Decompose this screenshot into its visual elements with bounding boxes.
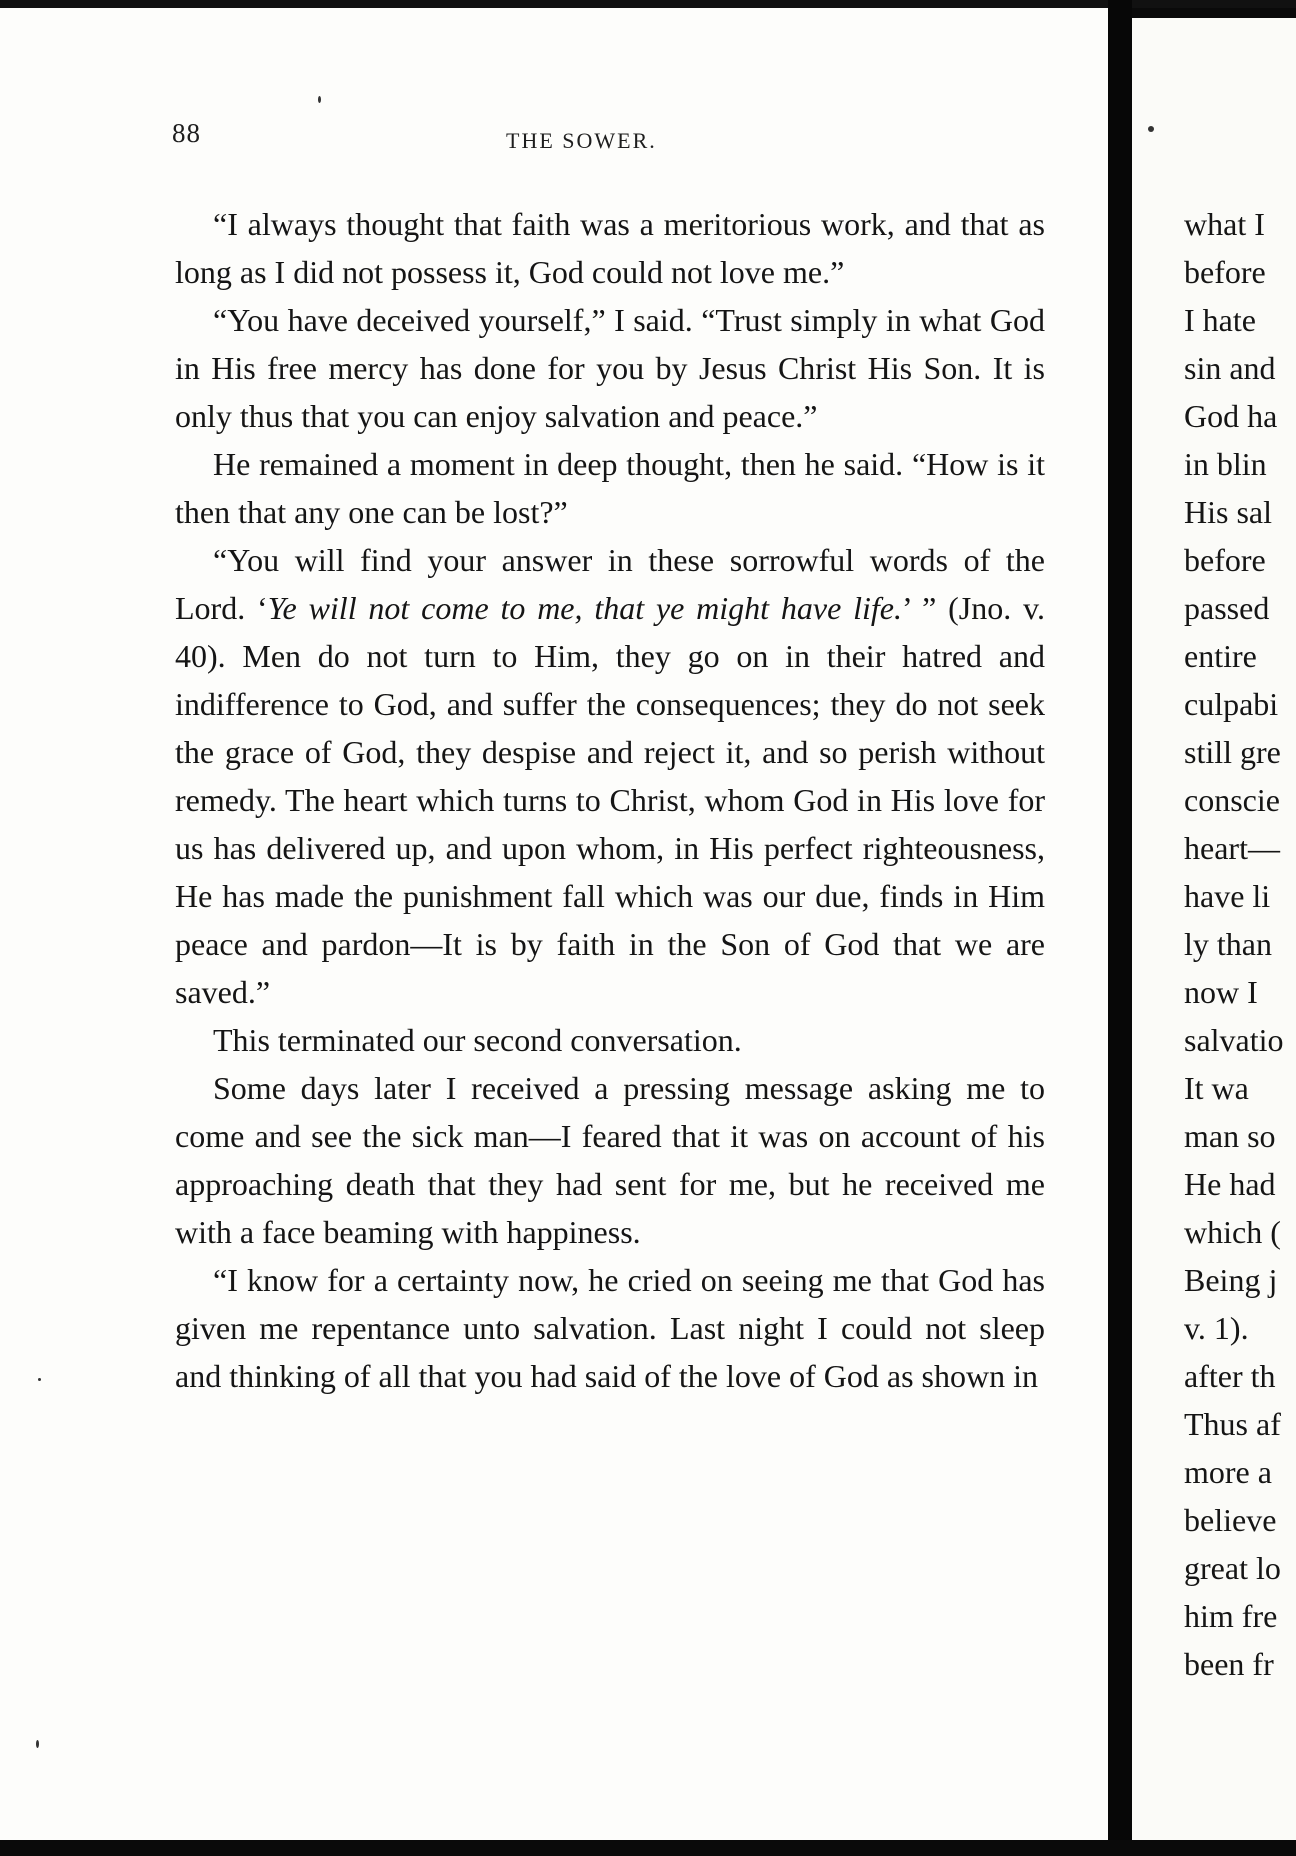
page-body-text [175, 200, 1045, 1400]
text-line: after th [1184, 1358, 1276, 1394]
text-line: passed [1184, 590, 1270, 626]
text-line: It wa [1184, 1070, 1249, 1106]
paragraph: He remained a moment in deep thought, then he said. “How is it then that any one can be lost?” [175, 446, 1045, 530]
paragraph: Some days later I received a pressing message asking me to come and see the sick man—I feared that it was on account of his approaching death that they had sent for me, but he received me with a face beaming with happiness. [175, 1070, 1045, 1250]
text-line: His sal [1184, 494, 1272, 530]
text-line: salvatio [1184, 1022, 1284, 1058]
text-line: have li [1184, 878, 1271, 914]
text-line: v. 1). [1184, 1310, 1249, 1346]
text-line: ly than [1184, 926, 1272, 962]
text-line: what I [1184, 206, 1265, 242]
scan-speck [38, 1378, 41, 1381]
text-line: more a [1184, 1454, 1272, 1490]
text-line: entire [1184, 638, 1257, 674]
text-line: been fr [1184, 1646, 1274, 1682]
text-line: believe [1184, 1502, 1277, 1538]
text-line: before [1184, 542, 1266, 578]
paragraph: “You have deceived yourself,” I said. “Trust simply in what God in His free mercy has done for you by Jesus Christ His Son. It is only thus that you can enjoy salvation and peace.” [175, 302, 1045, 434]
text-line: heart— [1184, 830, 1280, 866]
text-line: Thus af [1184, 1406, 1281, 1442]
paragraph-with-quotation [175, 536, 1045, 1016]
quote-continuation: ’ ” (Jno. v. 40). Men do not turn to Him, they go on in their hatred and indifference to God, and suffer the consequences; they do not seek the grace of God, they despise and reject it, and so perish without remedy. The heart which turns to Christ, whom God in His love for us has delivered up, and upon whom, in His perfect righteousness, He has made the punishment fall which was our due, finds in Him peace and pardon—It is by faith in the Son of God that we are saved.” [175, 590, 1046, 1010]
text-line: sin and [1184, 350, 1276, 386]
right-page-text [1184, 200, 1296, 1688]
quote-lead-in: “You will find your answer in these sorrowful words of the Lord. ‘ [175, 542, 1045, 626]
text-line: conscie [1184, 782, 1280, 818]
text-line: now I [1184, 974, 1258, 1010]
text-line: He had [1184, 1166, 1276, 1202]
text-line: I hate [1184, 302, 1256, 338]
text-line: Being j [1184, 1262, 1278, 1298]
paragraph: “I always thought that faith was a meritorious work, and that as long as I did not possess it, God could not love me.” [175, 206, 1045, 290]
scan-top-edge [0, 0, 1296, 8]
running-head: THE SOWER. [506, 128, 657, 153]
scripture-quote: Ye will not come to me, that ye might have life. [267, 590, 903, 626]
text-line: before [1184, 254, 1266, 290]
scan-bottom-edge [0, 1840, 1296, 1856]
text-line: God ha [1184, 398, 1278, 434]
page-number: 88 [172, 118, 201, 148]
text-line: great lo [1184, 1550, 1281, 1586]
scan-speck [1148, 126, 1154, 132]
book-gutter [1108, 0, 1132, 1856]
text-line: him fre [1184, 1598, 1278, 1634]
paragraph: This terminated our second conversation. [213, 1022, 742, 1058]
text-line: still gre [1184, 734, 1281, 770]
text-line: culpabi [1184, 686, 1279, 722]
paragraph: “I know for a certainty now, he cried on seeing me that God has given me repentance unto salvation. Last night I could not sleep and thinking of all that you had said of the love of God as shown in [175, 1262, 1045, 1394]
scan-speck [36, 1740, 39, 1748]
text-line: man so [1184, 1118, 1276, 1154]
scan-speck [318, 96, 321, 103]
text-line: in blin [1184, 446, 1267, 482]
text-line: which ( [1184, 1214, 1281, 1250]
